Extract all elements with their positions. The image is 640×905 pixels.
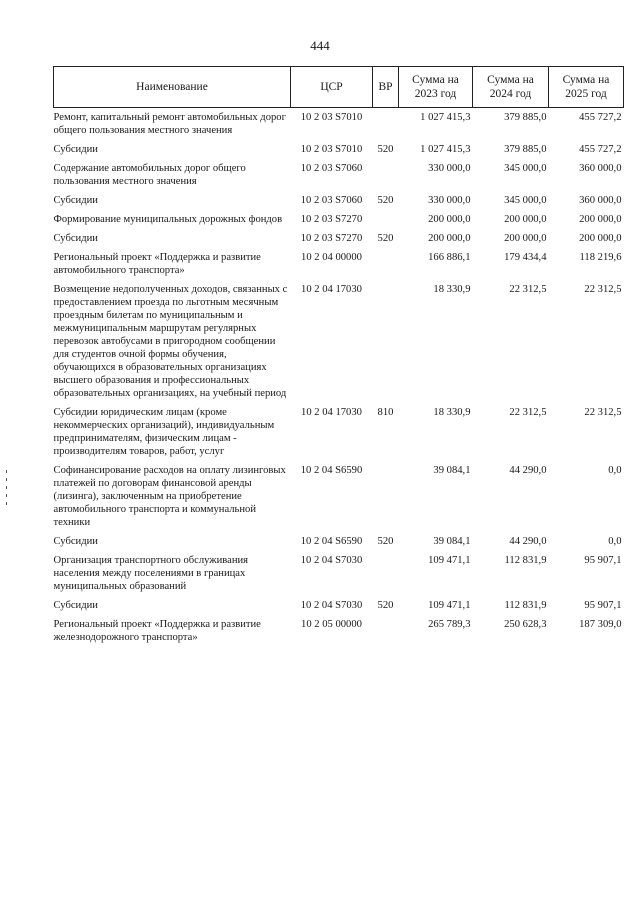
row-sum-2025: 22 312,5 [584,284,622,295]
table-row [54,550,624,595]
row-vr: 520 [377,600,394,611]
row-sum-2025: 187 309,0 [579,619,622,630]
row-sum-2024: 44 290,0 [509,465,547,476]
row-name: Субсидии [53,144,98,155]
table-row [54,209,624,228]
table-row [54,402,624,460]
row-sum-2023: 18 330,9 [433,407,471,418]
row-sum-2025: 200 000,0 [579,214,622,225]
row-vr [373,460,399,531]
row-sum-2025: 360 000,0 [579,195,622,206]
table-row [54,595,624,614]
row-csr: 10 2 03 S7270 [300,214,363,225]
header-sum-2023: Сумма на 2023 год [399,67,473,108]
table-row [54,158,624,190]
row-sum-2023: 39 084,1 [433,465,471,476]
row-csr: 10 2 03 S7060 [300,163,363,174]
row-sum-2024: 345 000,0 [504,195,547,206]
row-sum-2024: 200 000,0 [504,233,547,244]
table-row [54,460,624,531]
row-sum-2023: 265 789,3 [428,619,471,630]
row-sum-2024: 22 312,5 [509,407,547,418]
row-vr [373,209,399,228]
row-name: Субсидии [53,536,98,547]
row-vr [373,247,399,279]
budget-table [53,66,624,646]
row-vr [373,279,399,402]
header-sum-2024: Сумма на 2024 год [473,67,549,108]
row-csr: 10 2 04 17030 [301,407,362,418]
row-sum-2023: 39 084,1 [433,536,471,547]
row-name: Субсидии [53,600,98,611]
row-sum-2023: 109 471,1 [428,600,471,611]
row-csr: 10 2 03 S7010 [300,144,363,155]
row-vr [373,550,399,595]
row-sum-2025: 360 000,0 [579,163,622,174]
row-sum-2024: 22 312,5 [509,284,547,295]
row-sum-2023: 1 027 415,3 [420,112,471,123]
row-vr: 520 [377,195,394,206]
row-csr: 10 2 04 S6590 [300,536,363,547]
row-name: Формирование муниципальных дорожных фондов [53,214,283,225]
row-name: Возмещение недополученных доходов, связанных с предоставлением проезда по льготным месячным проездным билетам по муниципальным и межмуниципальным маршрутам регулярных перевозок автобусами в пригородном сообщении для студентов очной формы обучения, обучающихся в образовательных организациях высшего образования и профессиональных образовательных организациях, на учебный период [53,284,288,399]
header-vr: ВР [373,67,399,108]
row-sum-2023: 200 000,0 [428,233,471,244]
row-csr: 10 2 03 S7270 [300,233,363,244]
row-sum-2024: 44 290,0 [509,536,547,547]
header-name: Наименование [54,67,291,108]
table-row [54,531,624,550]
row-vr [373,108,399,140]
row-name: Региональный проект «Поддержка и развитие железнодорожного транспорта» [53,619,261,643]
row-name: Субсидии [53,233,98,244]
row-vr [373,614,399,646]
row-sum-2023: 166 886,1 [428,252,471,263]
row-sum-2024: 179 434,4 [504,252,547,263]
row-sum-2024: 200 000,0 [504,214,547,225]
row-sum-2024: 112 831,9 [504,555,547,566]
row-csr: 10 2 04 S6590 [300,465,363,476]
row-name: Организация транспортного обслуживания населения между поселениями в границах муниципальных образований [53,555,249,592]
row-vr [373,158,399,190]
row-csr: 10 2 03 S7010 [300,112,363,123]
table-row [54,247,624,279]
row-name: Субсидии юридическим лицам (кроме некоммерческих организаций), индивидуальным предпринимателям, физическим лицам - производителям товаров, работ, услуг [53,407,275,457]
row-sum-2025: 0,0 [608,536,622,547]
page-number: 444 [310,38,330,53]
row-sum-2024: 112 831,9 [504,600,547,611]
header-sum-2025: Сумма на 2025 год [549,67,624,108]
row-sum-2025: 455 727,2 [579,112,622,123]
table-row [54,279,624,402]
margin-marks [6,470,8,890]
table-row [54,228,624,247]
row-sum-2024: 345 000,0 [504,163,547,174]
row-csr: 10 2 03 S7060 [300,195,363,206]
row-sum-2024: 379 885,0 [504,144,547,155]
header-csr: ЦСР [291,67,373,108]
row-name: Ремонт, капитальный ремонт автомобильных дорог общего пользования местного значения [53,112,286,136]
row-sum-2023: 330 000,0 [428,195,471,206]
table-row [54,139,624,158]
row-sum-2025: 22 312,5 [584,407,622,418]
row-sum-2023: 200 000,0 [428,214,471,225]
row-vr: 520 [377,536,394,547]
table-row [54,108,624,140]
row-sum-2023: 18 330,9 [433,284,471,295]
row-name: Региональный проект «Поддержка и развитие автомобильного транспорта» [53,252,261,276]
table-row [54,614,624,646]
row-vr: 520 [377,233,394,244]
row-sum-2025: 95 907,1 [584,600,622,611]
row-vr: 520 [377,144,394,155]
row-sum-2023: 1 027 415,3 [420,144,471,155]
row-csr: 10 2 05 00000 [301,619,362,630]
row-sum-2025: 455 727,2 [579,144,622,155]
row-sum-2024: 250 628,3 [504,619,547,630]
row-sum-2025: 0,0 [608,465,622,476]
row-csr: 10 2 04 00000 [301,252,362,263]
row-sum-2025: 200 000,0 [579,233,622,244]
row-name: Субсидии [53,195,98,206]
row-sum-2023: 109 471,1 [428,555,471,566]
row-csr: 10 2 04 S7030 [300,600,363,611]
row-csr: 10 2 04 17030 [301,284,362,295]
row-sum-2025: 118 219,6 [579,252,622,263]
row-sum-2023: 330 000,0 [428,163,471,174]
row-name: Содержание автомобильных дорог общего пользования местного значения [53,163,246,187]
row-name: Софинансирование расходов на оплату лизинговых платежей по договорам финансовой аренды (лизинга), заключенным на приобретение автомобильного транспорта и коммунальной техники [53,465,286,528]
table-row [54,190,624,209]
row-vr: 810 [377,407,394,418]
row-sum-2025: 95 907,1 [584,555,622,566]
row-sum-2024: 379 885,0 [504,112,547,123]
row-csr: 10 2 04 S7030 [300,555,363,566]
table-header-row [54,67,624,108]
